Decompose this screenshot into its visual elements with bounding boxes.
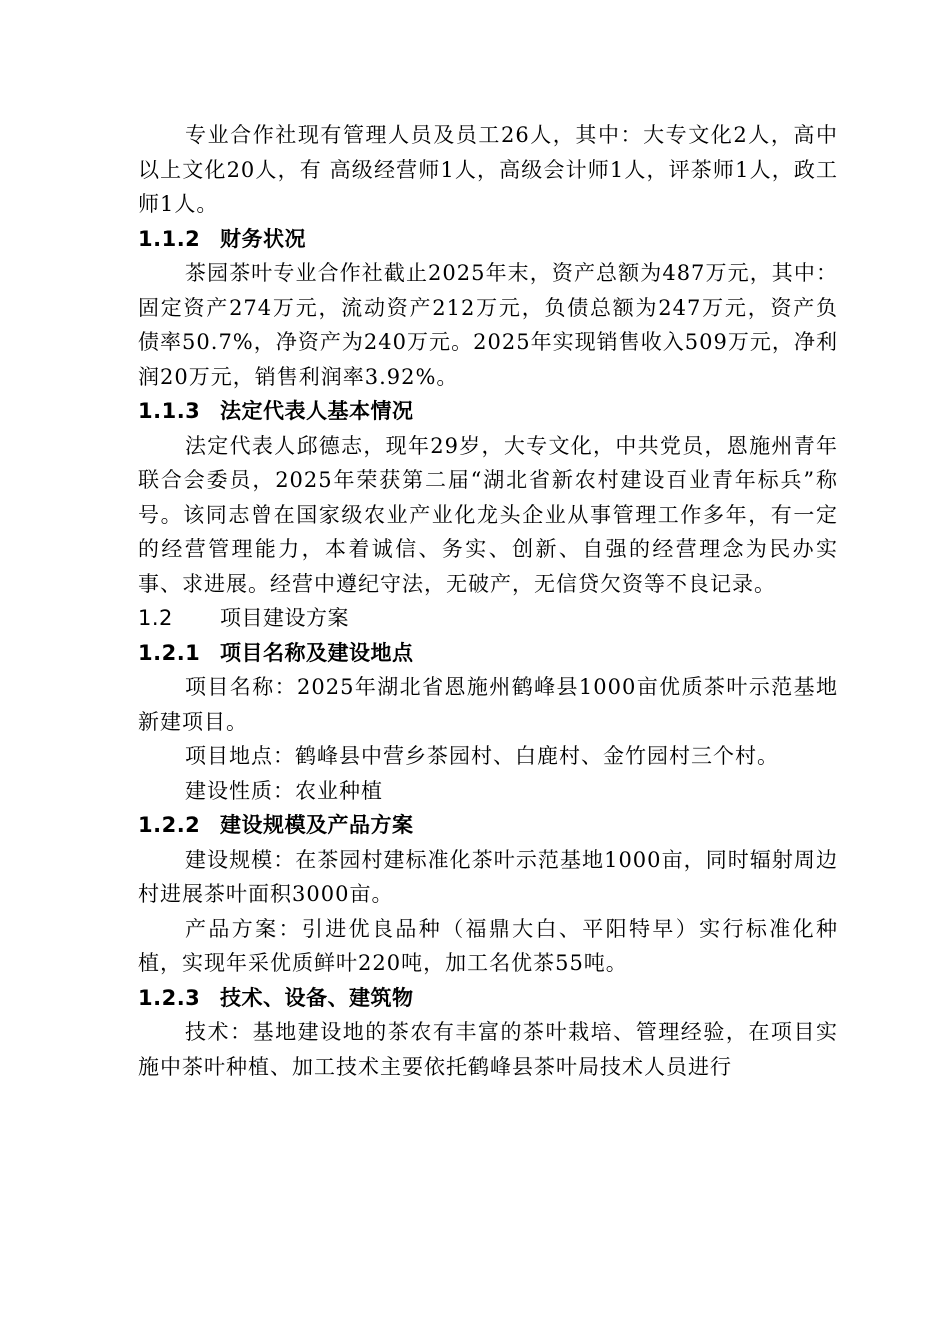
- heading-title: 项目名称及建设地点: [220, 640, 414, 665]
- heading-title: 建设规模及产品方案: [220, 813, 414, 837]
- heading-number: 1.1.2: [138, 226, 201, 251]
- paragraph-product-plan: 产品方案：引进优良品种（福鼎大白、平阳特早）实行标准化种植，实现年采优质鲜叶220吨，加工名优茶55吨。: [138, 916, 838, 975]
- heading-number: 1.1.3: [138, 399, 201, 423]
- document-body: [138, 118, 838, 1084]
- heading-1-1-3: [138, 394, 838, 429]
- heading-1-2: [138, 601, 838, 636]
- heading-title: 财务状况: [220, 226, 306, 251]
- paragraph-construction-scale: 建设规模：在茶园村建标准化茶叶示范基地1000亩，同时辐射周边村进展茶叶面积3000亩。: [138, 847, 838, 906]
- paragraph-finance: 茶园茶叶专业合作社截止2025年末，资产总额为487万元，其中：固定资产274万元，流动资产212万元，负债总额为247万元，资产负债率50.7%，净资产为240万元。2025年实现销售收入509万元，净利润20万元，销售利润率3.92%。: [138, 261, 838, 389]
- heading-title: 项目建设方案: [220, 606, 349, 630]
- heading-1-2-1: [138, 636, 838, 671]
- heading-1-2-3: [138, 981, 838, 1016]
- heading-1-2-2: [138, 808, 838, 843]
- heading-title: 技术、设备、建筑物: [220, 985, 414, 1010]
- heading-1-1-2: [138, 222, 838, 257]
- heading-number: 1.2: [138, 606, 173, 630]
- paragraph-project-name: 项目名称：2025年湖北省恩施州鹤峰县1000亩优质茶叶示范基地新建项目。: [138, 675, 838, 734]
- paragraph-technology: 技术：基地建设地的茶农有丰富的茶叶栽培、管理经验，在项目实施中茶叶种植、加工技术主要依托鹤峰县茶叶局技术人员进行: [138, 1020, 838, 1079]
- heading-title: 法定代表人基本情况: [220, 399, 414, 423]
- heading-number: 1.2.3: [138, 985, 201, 1010]
- paragraph-legal-representative: 法定代表人邱德志，现年29岁，大专文化，中共党员，恩施州青年联合会委员，2025年荣获第二届“湖北省新农村建设百业青年标兵”称号。该同志曾在国家级农业产业化龙头企业从事管理工作多年，有一定的经营管理能力，本着诚信、务实、创新、自强的经营理念为民办实事、求进展。经营中遵纪守法，无破产，无信贷欠资等不良记录。: [138, 433, 838, 596]
- heading-number: 1.2.1: [138, 640, 201, 665]
- heading-number: 1.2.2: [138, 813, 201, 837]
- paragraph-staff: 专业合作社现有管理人员及员工26人，其中：大专文化2人，高中以上文化20人，有 高级经营师1人，高级会计师1人，评茶师1人，政工师1人。: [138, 123, 838, 216]
- paragraph-project-site: 项目地点：鹤峰县中营乡茶园村、白鹿村、金竹园村三个村。: [185, 744, 779, 768]
- paragraph-project-nature: 建设性质：农业种植: [185, 778, 383, 803]
